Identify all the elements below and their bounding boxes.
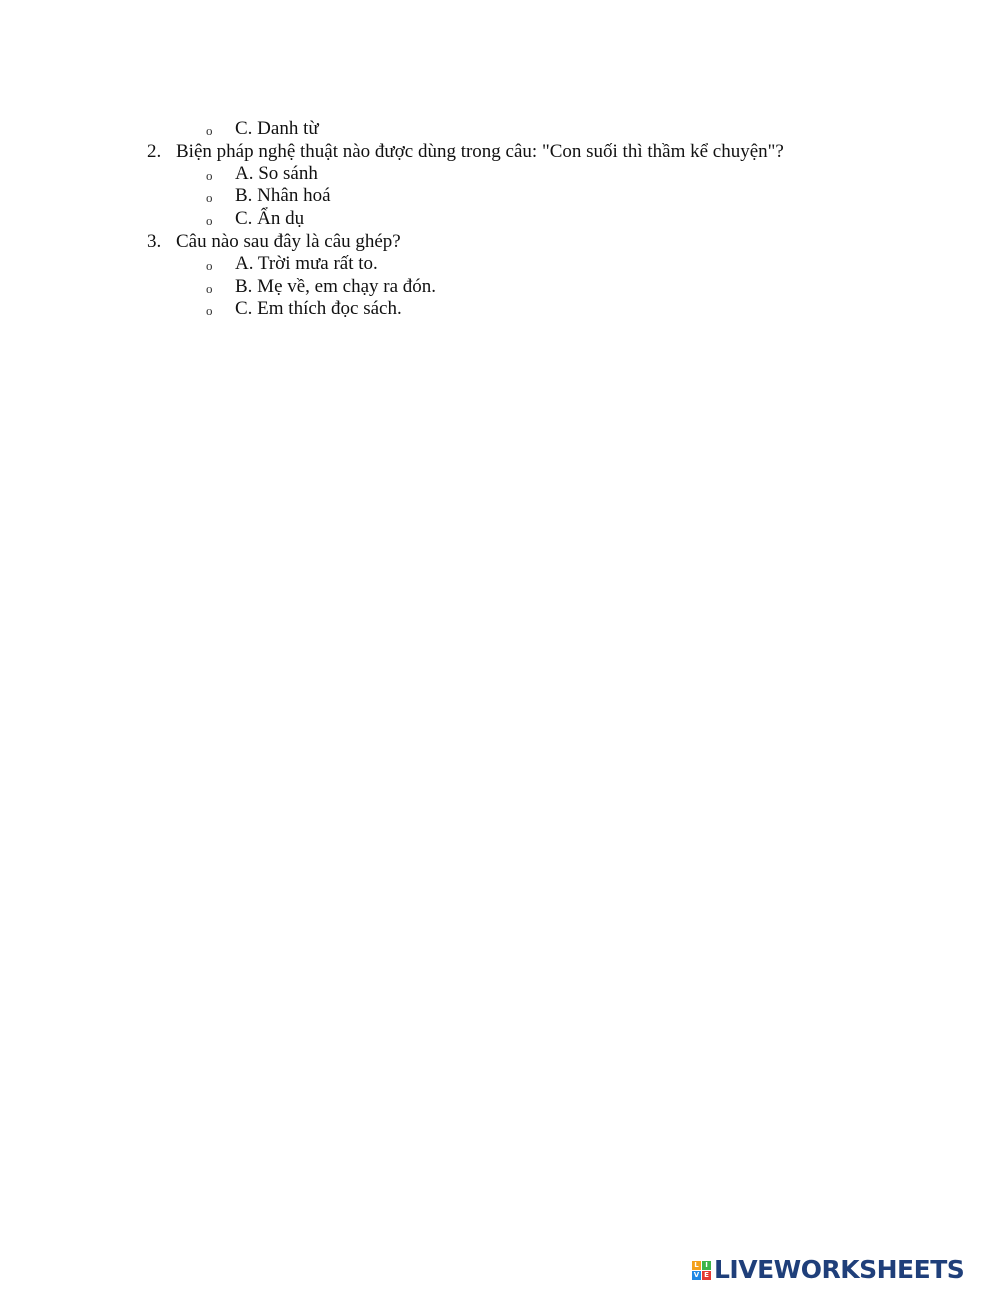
- logo-mark-cell: V: [693, 1270, 700, 1279]
- option-bullet: o: [206, 303, 213, 318]
- option-label: C. Em thích đọc sách.: [235, 298, 402, 319]
- option-label: B. Nhân hoá: [235, 185, 331, 206]
- option-bullet: o: [206, 190, 213, 205]
- logo-text: LIVEWORKSHEETS: [714, 1255, 965, 1284]
- option-label: A. So sánh: [235, 163, 318, 184]
- option-bullet: o: [206, 123, 213, 138]
- question-text: Câu nào sau đây là câu ghép?: [176, 231, 401, 252]
- logo-mark-cell: L: [692, 1261, 701, 1270]
- logo-mark-cell: I: [702, 1261, 711, 1270]
- option-label: C. Danh từ: [235, 118, 319, 139]
- option-label: C. Ẩn dụ: [235, 208, 305, 229]
- liveworksheets-logo: [692, 1256, 964, 1284]
- option-bullet: o: [206, 258, 213, 273]
- question-text: Biện pháp nghệ thuật nào được dùng trong câu: "Con suối thì thầm kể chuyện"?: [176, 141, 784, 162]
- option-bullet: o: [206, 281, 213, 296]
- option-bullet: o: [206, 213, 213, 228]
- option-label: A. Trời mưa rất to.: [235, 253, 378, 274]
- logo-mark-icon: [692, 1261, 711, 1280]
- option-label: B. Mẹ về, em chạy ra đón.: [235, 276, 437, 297]
- logo-mark-cell: E: [702, 1271, 711, 1280]
- option-bullet: o: [206, 168, 213, 183]
- question-number: 3.: [147, 231, 162, 252]
- question-number: 2.: [147, 141, 162, 162]
